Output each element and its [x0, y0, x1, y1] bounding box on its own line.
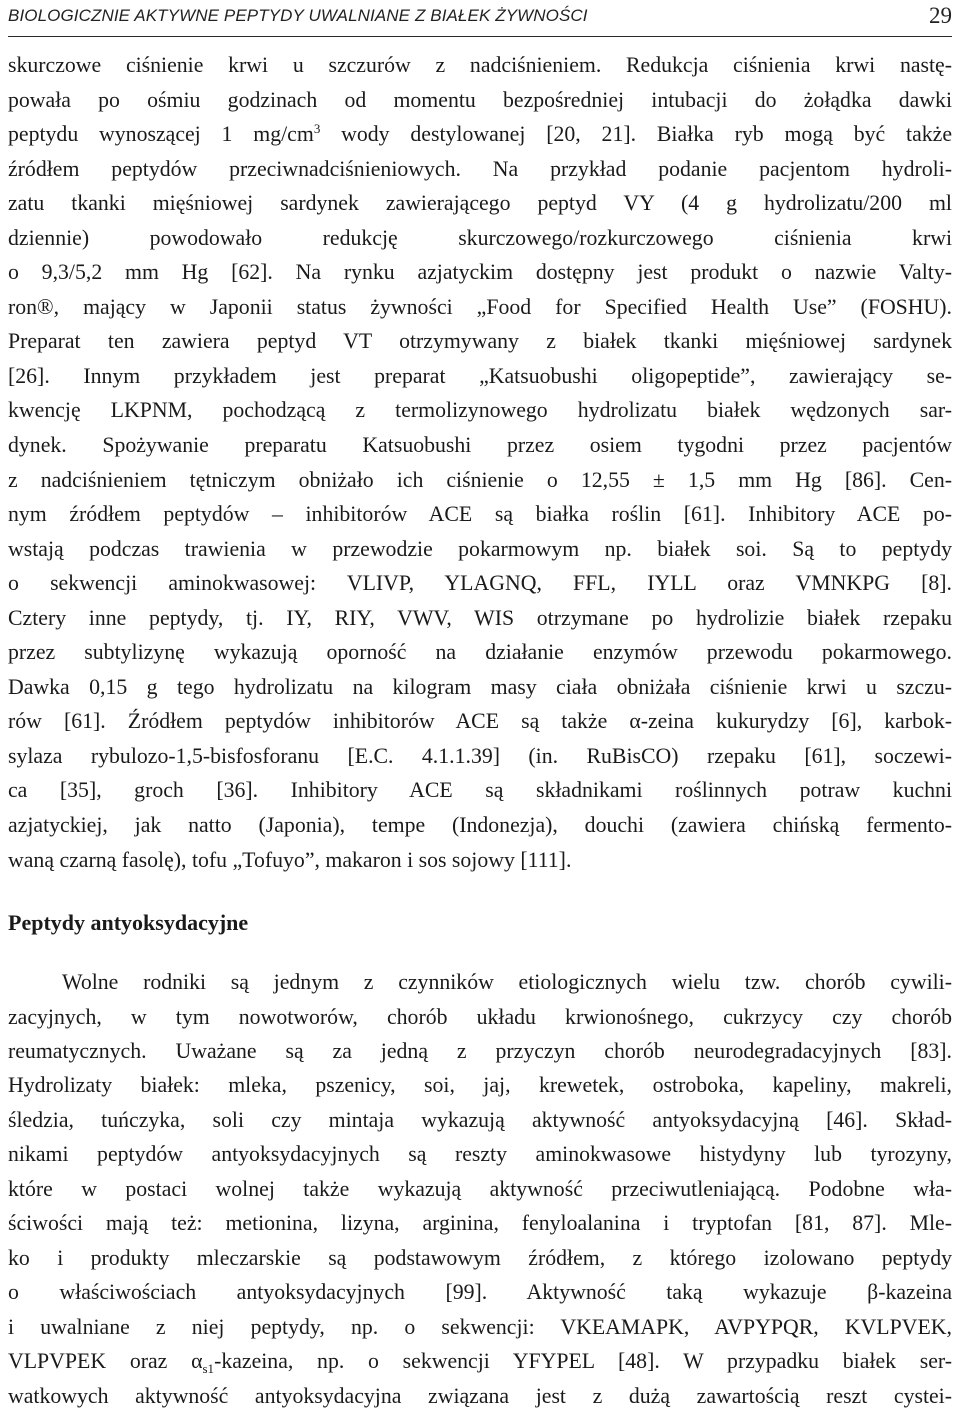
page-number: 29	[929, 3, 952, 28]
text-line: przez subtylizynę wykazują oporność na działanie enzymów przewodu pokarmowego.	[8, 640, 952, 665]
text-line: ściwości mają też: metionina, lizyna, arginina, fenyloalanina i tryptofan [81, 87]. Mle-	[8, 1211, 952, 1236]
subscript: s1	[202, 1361, 215, 1377]
text-line: nikami peptydów antyoksydacyjnych są reszty aminokwasowe histydyny lub tyrozyny,	[8, 1142, 952, 1167]
text-line: o sekwencji aminokwasowej: VLIVP, YLAGNQ, FFL, IYLL oraz VMNKPG [8].	[8, 571, 952, 596]
text-line: Dawka 0,15 g tego hydrolizatu na kilogram masy ciała obniżała ciśnienie krwi u szczu-	[8, 674, 952, 699]
text-line: powała po ośmiu godzinach od momentu bezpośredniej intubacji do żołądka dawki	[8, 87, 952, 112]
text-line	[8, 117, 952, 152]
running-header-title: BIOLOGICZNIE AKTYWNE PEPTYDY UWALNIANE Z BIAŁEK ŻYWNOŚCI	[8, 6, 588, 25]
text-run: -kazeina, np. o sekwencji YFYPEL [48]. W przypadku białek ser-	[214, 1349, 953, 1374]
text-line: Preparat ten zawiera peptyd VT otrzymywany z białek tkanki mięśniowej sardynek	[8, 329, 952, 354]
text-line: waną czarną fasolę), tofu „Tofuyo”, makaron i sos sojowy [111].	[8, 847, 572, 872]
section-heading: Peptydy antyoksydacyjne	[8, 910, 249, 936]
running-header	[8, 0, 952, 37]
text-line: ko i produkty mleczarskie są podstawowym źródłem, z którego izolowano peptydy	[8, 1245, 952, 1270]
superscript: 3	[313, 121, 321, 137]
text-run: wody destylowanej [20, 21]. Białka ryb mogą być także	[320, 122, 953, 147]
text-run: peptydu wynoszącej 1 mg/cm	[8, 122, 314, 147]
text-line: które w postaci wolnej także wykazują aktywność przeciwutleniającą. Podobne wła-	[8, 1176, 952, 1201]
text-line: nym źródłem peptydów – inhibitorów ACE są białka roślin [61]. Inhibitory ACE po-	[8, 502, 952, 527]
text-run: VLPVPEK oraz α	[8, 1349, 203, 1374]
text-line: śledzia, tuńczyka, soli czy mintaja wykazują aktywność antyoksydacyjną [46]. Skład-	[8, 1107, 952, 1132]
text-line: zacyjnych, w tym nowotworów, chorób układu krwionośnego, cukrzycy czy chorób	[8, 1004, 952, 1029]
text-line	[8, 1344, 952, 1378]
text-line: z nadciśnieniem tętniczym obniżało ich ciśnienie o 12,55 ± 1,5 mm Hg [86]. Cen-	[8, 467, 952, 492]
text-line: skurczowe ciśnienie krwi u szczurów z nadciśnieniem. Redukcja ciśnienia krwi nastę-	[8, 53, 952, 77]
text-line: rów [61]. Źródłem peptydów inhibitorów ACE są także α-zeina kukurydzy [6], karbok-	[8, 709, 952, 734]
text-line: wstają podczas trawienia w przewodzie pokarmowym np. białek soi. Są to peptydy	[8, 536, 952, 561]
text-line: ron®, mający w Japonii status żywności „Food for Specified Health Use” (FOSHU).	[8, 294, 952, 319]
text-line: dziennie) powodowało redukcję skurczowego/rozkurczowego ciśnienia krwi	[8, 225, 952, 250]
text-line: reumatycznych. Uważane są za jedną z przyczyn chorób neurodegradacyjnych [83].	[8, 1039, 952, 1064]
text-line: zatu tkanki mięśniowej sardynek zawierającego peptyd VY (4 g hydrolizatu/200 ml	[8, 191, 952, 216]
text-line: watkowych aktywność antyoksydacyjna związana jest z dużą zawartością reszt cystei-	[8, 1383, 952, 1408]
text-line: o 9,3/5,2 mm Hg [62]. Na rynku azjatyckim dostępny jest produkt o nazwie Valty-	[8, 260, 952, 285]
text-line: źródłem peptydów przeciwnadciśnieniowych. Na przykład podanie pacjentom hydroli-	[8, 156, 952, 181]
text-line: o właściwościach antyoksydacyjnych [99]. Aktywność taką wykazuje β-kazeina	[8, 1280, 952, 1305]
text-line: sylaza rybulozo-1,5-bisfosforanu [E.C. 4.1.1.39] (in. RuBisCO) rzepaku [61], soczewi-	[8, 743, 952, 768]
text-line: kwencję LKPNM, pochodzącą z termolizynowego hydrolizatu białek wędzonych sar-	[8, 398, 952, 423]
body-paragraph-2	[8, 965, 952, 1413]
page-body	[8, 48, 952, 1413]
text-line: [26]. Innym przykładem jest preparat „Katsuobushi oligopeptide”, zawierający se-	[8, 363, 952, 388]
text-line: Cztery inne peptydy, tj. IY, RIY, VWV, WIS otrzymane po hydrolizie białek rzepaku	[8, 605, 952, 630]
text-line: ca [35], groch [36]. Inhibitory ACE są składnikami roślinnych potraw kuchni	[8, 778, 952, 803]
text-line: i uwalniane z niej peptydy, np. o sekwencji: VKEAMAPK, AVPYPQR, KVLPVEK,	[8, 1314, 952, 1339]
body-paragraph-1	[8, 48, 952, 877]
text-line: Wolne rodniki są jednym z czynników etiologicznych wielu tzw. chorób cywili-	[62, 970, 952, 995]
text-line: dynek. Spożywanie preparatu Katsuobushi przez osiem tygodni przez pacjentów	[8, 433, 952, 458]
text-line: azjatyckiej, jak natto (Japonia), tempe (Indonezja), douchi (zawiera chińską fermento-	[8, 813, 952, 838]
text-line: Hydrolizaty białek: mleka, pszenicy, soi, jaj, krewetek, ostroboka, kapeliny, makreli,	[8, 1073, 952, 1098]
